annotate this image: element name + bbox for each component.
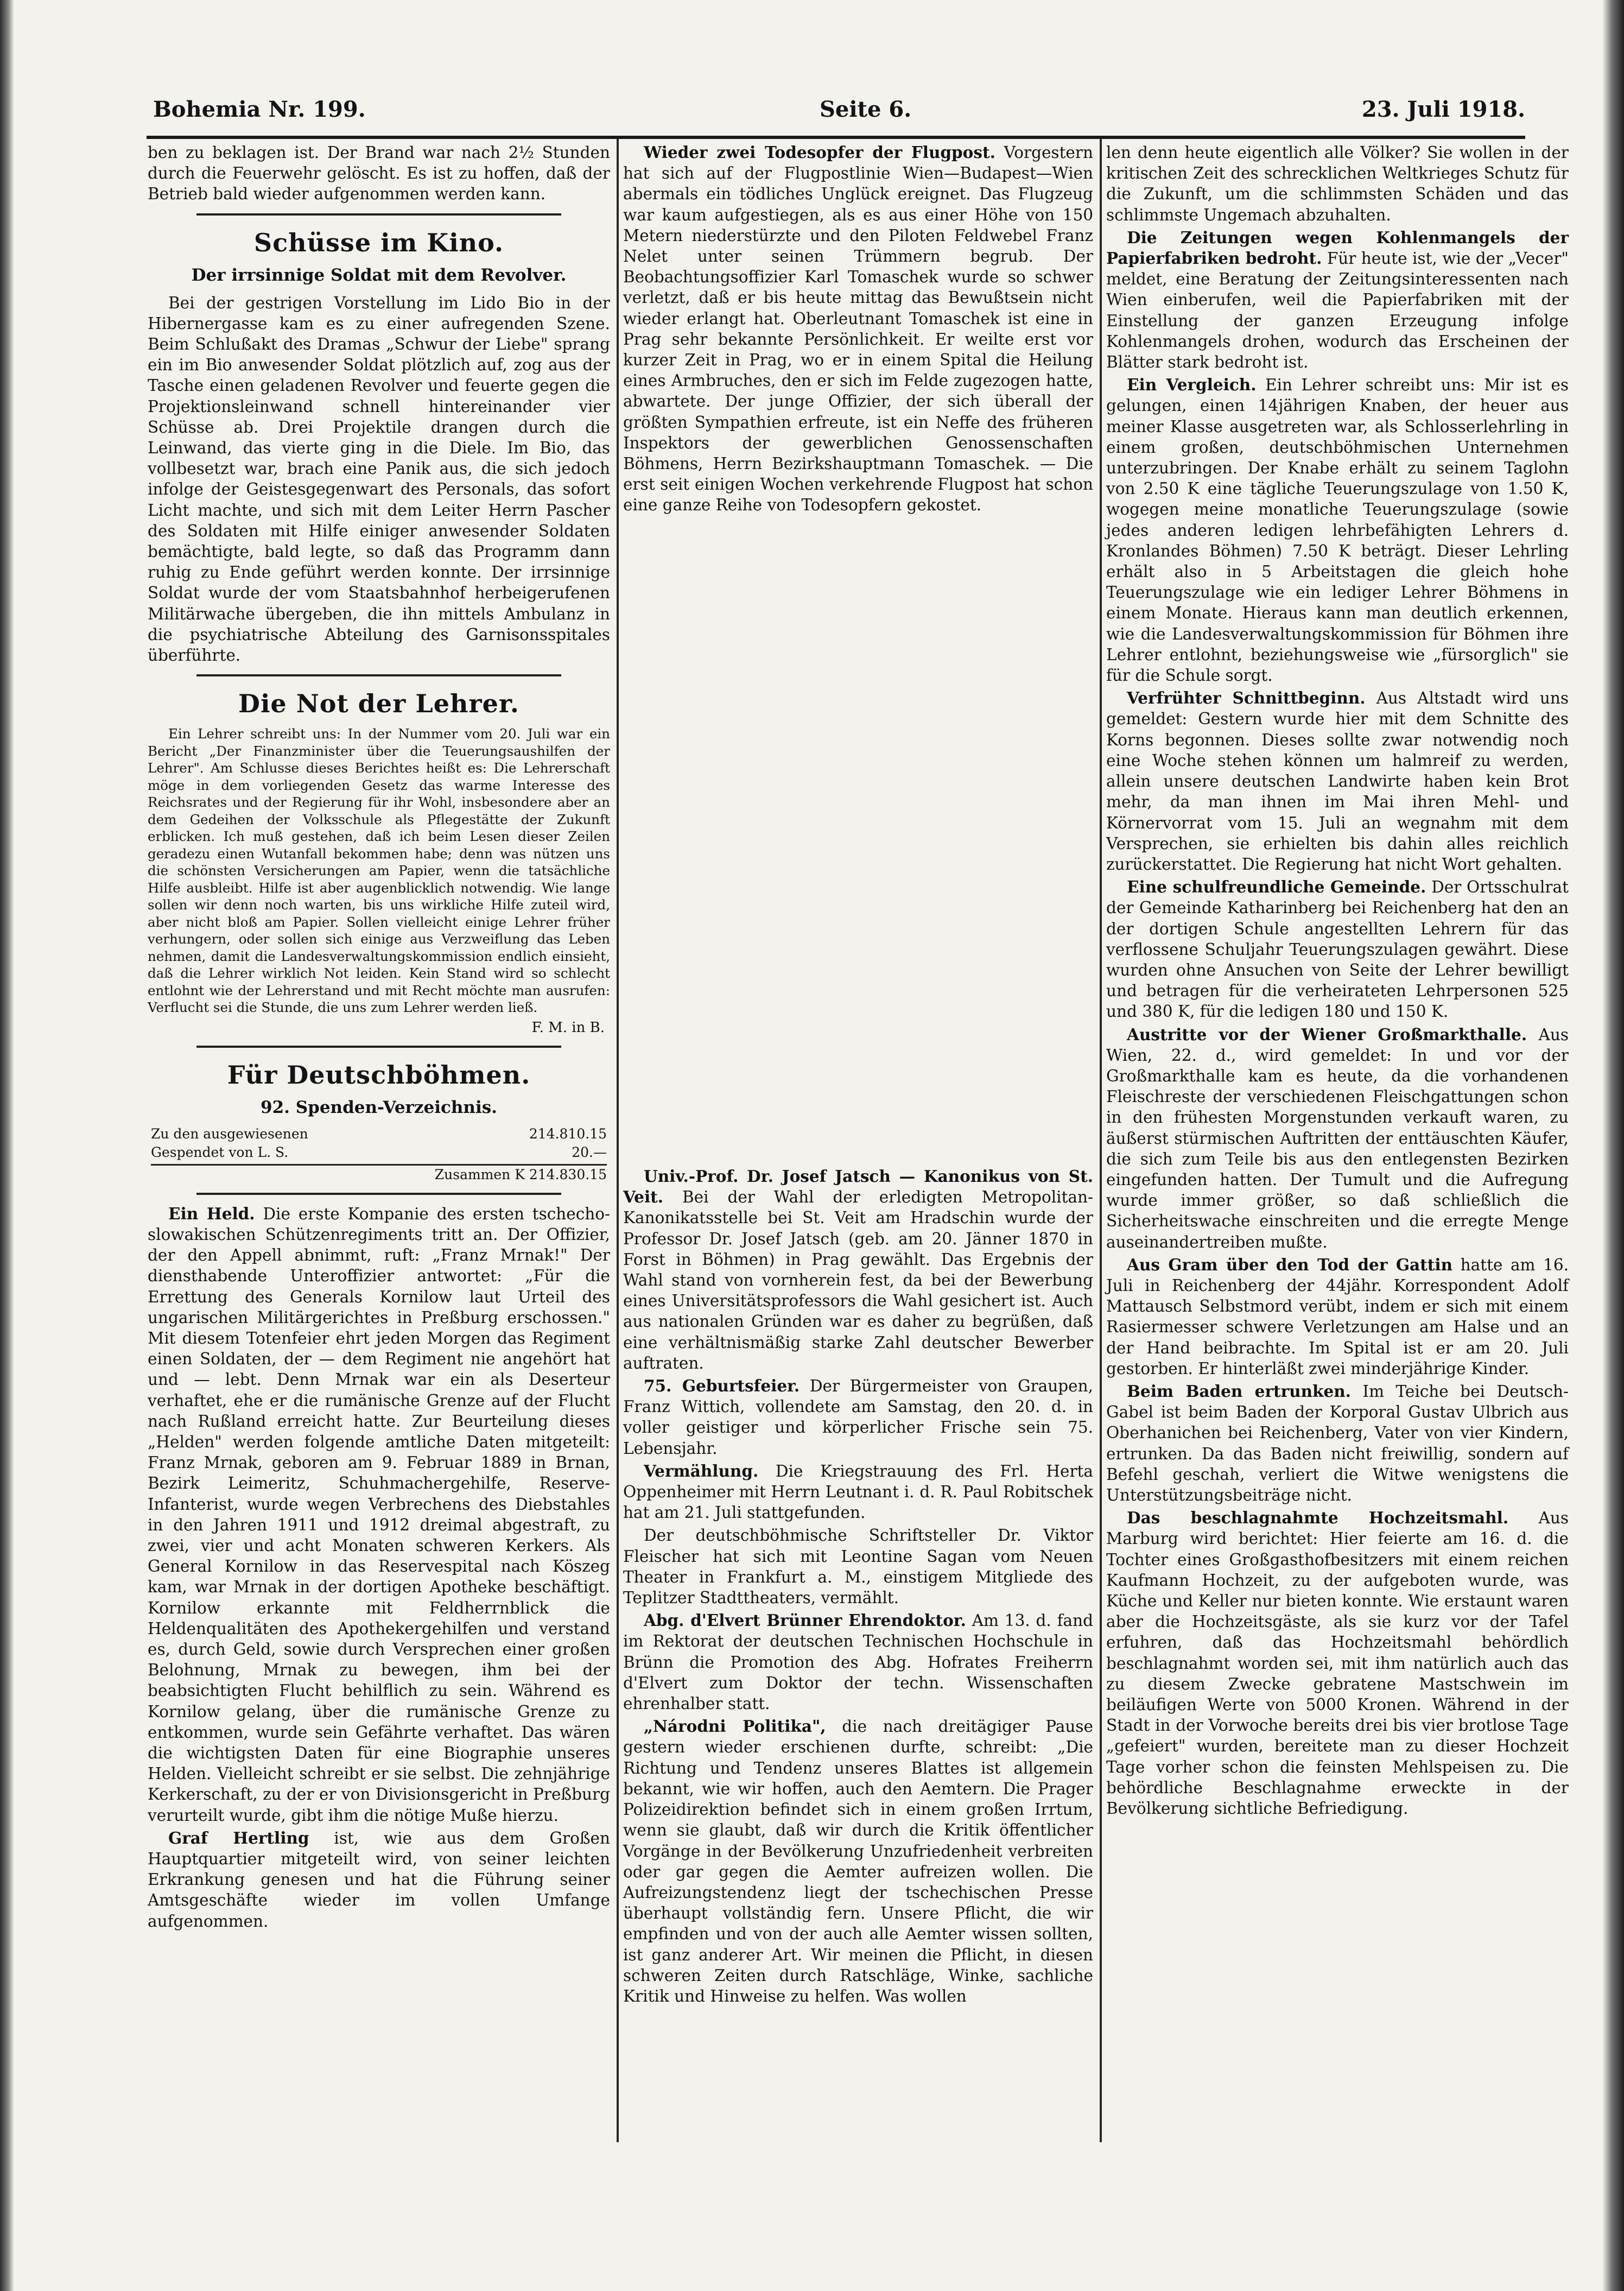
headline-deutschboehmen: Für Deutschböhmen. [227,1060,531,1090]
page-header [147,97,1525,140]
headline-kino: Schüsse im Kino. [253,227,504,257]
text-gram: hatte am 16. Juli in Reichenberg der 44jähr. Korrespondent Adolf Mattausch Selbstmord verübt, indem er sich mit einem Rasiermesser schwere Verletzungen am Halse und an der Hand beibrachte. Im Spital ist er am 20. Juli gestorben. Er hinterläßt zwei minderjährige Kinder. [1106,1255,1569,1378]
header-rule [147,136,1525,139]
donation-row [151,1143,607,1162]
text-vermaehlung: Die Kriegstrauung des Frl. Herta Oppenheimer mit Herrn Leutnant i. d. R. Paul Robitschek hat am 21. Juli stattgefunden. [623,1461,1093,1522]
lead-geburtsfeier: 75. Geburtsfeier. [644,1376,800,1396]
lead-flugpost: Wieder zwei Todesopfer der Flugpost. [644,143,995,162]
article-vermaehlung [623,1461,1093,1523]
text-geburtsfeier: Der Bürgermeister von Graupen, Franz Wittich, vollendete am Samstag, den 20. d. in voller geistiger und körperlicher Frische sein 75. Lebensjahr. [623,1377,1093,1458]
donation-label: Gespendet von L. S. [151,1144,289,1160]
article-fire-end: ben zu beklagen ist. Der Brand war nach 2½ Stunden durch die Feuerwehr gelöscht. Es ist zu hoffen, daß der Betrieb bald wieder aufgenommen werden kann. [148,143,610,204]
article-gemeinde [1106,877,1569,1022]
text-baden: Im Teiche bei Deutsch-Gabel ist beim Baden der Korporal Gustav Ulbrich aus Oberhanichen bei Reichenberg, Vater von vier Kindern, ertrunken. Da das Baden nicht freiwillig, sondern auf Befehl geschah, verliert die Witwe wenigstens die Unterstützungsbeiträge nicht. [1106,1382,1569,1504]
text-schnittbeginn: Aus Altstadt wird uns gemeldet: Gestern wurde hier mit dem Schnitte des Korns begonnen. Dieses sollte zwar notwendig noch eine Woche stehen können um halmreif zu werden, allein unsere deutschen Landwirte haben kein Brot mehr, da man ihnen im Mai ihren Mehl- und Körnervorrat vom 15. Juli an wegnahm mit dem Versprechen, sie erhielten bis dahin alles reichlich zurückerstattet. Die Regierung hat nicht Wort gehalten. [1106,689,1569,874]
text-held: Die erste Kompanie des ersten tschecho-slowakischen Schützenregiments tritt an. Der Offizier, der den Appell abnimmt, ruft: „Franz Mrnak!" Der diensthabende Unteroffizier antwortet: „Für die Errettung des Generals Kornilow laut Urteil des ungarischen Militärgerichtes in Preßburg erschossen." Mit diesem Totenfeier ehrt jeden Morgen das Regiment einen Soldaten, der — dem Regiment nie angehört hat und — lebt. Denn Mrnak war ein als Deserteur verhaftet, ehe er die rumänische Grenze auf der Flucht nach Rußland erreicht hatte. Zur Beurteilung dieses „Helden" werden folgende amtliche Daten mitgeteilt: Franz Mrnak, geboren am 9. Februar 1889 in Brnan, Bezirk Leimeritz, Schuhmachergehilfe, Reserve-Infanterist, wurde wegen Verbrechens des Diebstahles in den Jahren 1911 und 1912 dreimal abgestraft, zu zwei, vier und acht Monaten schweren Kerkers. Als General Kornilow in das Reservespital nach Köszeg kam, war Mrnak in der dortigen Apotheke beschäftigt. Kornilow erkannte mit Feldherrnblick die Heldenqualitäten des Apothekergehilfen und verstand es, durch Geld, sowie durch Versprechen einer großen Belohnung, Mrnak zu bewegen, ihm bei der beabsichtigten Flucht behilflich zu sein. Während es Kornilow gelang, über die rumänische Grenze zu entkommen, wurde sein Gefährte verhaftet. Das wären die wichtigsten Daten für eine Biographie unseres Helden. Vielleicht schreibt er sie selbst. Die zehnjährige Kerkerschaft, zu der er von Divisionsgericht in Preßburg verurteilt wurde, gibt ihm die nötige Muße hierzu. [148,1204,610,1825]
text-flugpost: Vorgestern hat sich auf der Flugpostlinie Wien—Budapest—Wien abermals ein tödliches Unglück ereignet. Das Flugzeug war kaum aufgestiegen, als es aus einer Höhe von 150 Metern niederstürzte und den Piloten Feldwebel Franz Nelet unter seinen Trümmern begrub. Der Beobachtungsoffizier Karl Tomaschek wurde so schwer verletzt, daß er bis heute mittag das Bewußtsein nicht wieder erlangt hat. Oberleutnant Tomaschek ist eine in Prag sehr bekannte Persönlichkeit. Er weilte erst vor kurzer Zeit in Prag, wo er in einem Spital die Heilung eines Armbruches, den er sich im Felde zugezogen hatte, abwartete. Der junge Offizier, der sich überall der größten Sympathien erfreute, ist ein Neffe des früheren Inspektors der gewerblichen Genossenschaften Böhmens, Herrn Bezirkshauptmann Tomaschek. — Die erst seit einigen Wochen verkehrende Flugpost hat schon eine ganze Reihe von Todesopfern gekostet. [623,143,1093,515]
donation-total: Zusammen K 214.830.15 [434,1166,607,1182]
text-zeitungen: Für heute ist, wie der „Vecer" meldet, eine Beratung der Zeitungsinteressenten nach Wien einberufen, weil die Papierfabriken mit der Einstellung der ganzen Erzeugung infolge Kohlenmangels drohen, wodurch das Erscheinen der Blätter stark bedroht ist. [1106,249,1569,372]
article-vergleich [1106,375,1569,686]
article-narodni [623,1716,1093,2007]
text-vergleich: Ein Lehrer schreibt uns: Mir ist es gelungen, einen 14jährigen Knaben, der heuer aus meiner Klasse ausgetreten war, als Schlosserlehrling in einem großen, deutschböhmischen Unternehmen unterzubringen. Der Knabe erhält zu seinem Taglohn von 2.50 K eine tägliche Teuerungszulage von 1.50 K, wogegen meine monatliche Teuerungszulage (sowie jedes anderen ledigen lehrbefähigten Lehrers d. Kronlandes Böhmen) 7.50 K beträgt. Dieser Lehrling erhält also in 5 Arbeitstagen die gleich hohe Teuerungszulage wie ein lediger Lehrer Böhmens in einem Monate. Hieraus kann man deutlich erkennen, wie die Landesverwaltungskommission für Böhmen ihre Lehrer entlohnt, beziehungsweise wie „fürsorglich" sie für die Schule sorgt. [1106,376,1569,685]
column-3 [1106,142,1569,1821]
article-baden [1106,1381,1569,1505]
text-elvert: Am 13. d. fand im Rektorat der deutschen Technischen Hochschule in Brünn die Promotion des Abg. Hofrates Freiherrn d'Elvert zum Doktor der techn. Wissenschaften ehrenhalber statt. [623,1611,1093,1713]
column-1 [148,142,610,1934]
lead-hochzeitsmahl: Das beschlagnahmte Hochzeitsmahl. [1127,1508,1509,1528]
article-narodni-end: len denn heute eigentlich alle Völker? Sie wollen in der kritischen Zeit des schrecklichen Weltkrieges Schutz für die Zukunft, um die schlimmsten Schäden und das schlimmste Ungemach abzuhalten. [1106,143,1569,224]
text-jatsch: Bei der Wahl der erledigten Metropolitan-Kanonikatsstelle bei St. Veit am Hradschin wurde der Professor Dr. Josef Jatsch (geb. am 20. Jänner 1870 in Forst in Böhmen) in Prag gewählt. Das Ergebnis der Wahl stand von vornherein fest, da bei der Bewerbung eines Universitätsprofessors die Wahl gesichert ist. Auch aus nationalen Gründen war es daher zu begrüßen, daß eine verhältnismäßig starke Zahl deutscher Bewerber auftraten. [623,1188,1093,1372]
masthead-issue: Bohemia Nr. 199. [153,97,366,122]
issue-date: 23. Juli 1918. [1361,97,1525,122]
article-held [148,1204,610,1826]
lead-hertling: Graf Hertling [168,1828,309,1847]
lead-vergleich: Ein Vergleich. [1127,375,1257,395]
lead-narodni: „Národni Politika", [644,1717,826,1736]
page-number: Seite 6. [820,97,912,122]
lead-jatsch: Univ.-Prof. Dr. Josef Jatsch — Kanonikus von St. Veit. [623,1167,1093,1207]
article-elvert [623,1610,1093,1714]
lead-vermaehlung: Vermählung. [644,1461,759,1480]
article-fleischer: Der deutschböhmische Schriftsteller Dr. Viktor Fleischer hat sich mit Leontine Sagan vom Neuen Theater in Frankfurt a. M., einstigem Mitgliede des Teplitzer Stadttheaters, vermählt. [623,1526,1093,1608]
text-hertling: ist, wie aus dem Großen Hauptquartier mitgeteilt wird, von seiner leichten Erkrankung genesen und hat die Führung seiner Amtsgeschäfte wieder im vollen Umfange aufgenommen. [148,1828,610,1931]
article-lehrer: Ein Lehrer schreibt uns: In der Nummer vom 20. Juli war ein Bericht „Der Finanzminister über die Teuerungsaushilfen der Lehrer". Am Schlusse dieses Berichtes heißt es: Die Lehrerschaft möge in dem vorliegenden Gesetz das warme Interesse des Reichsrates und der Regierung für ihr Wohl, insbesondere aber an dem Gedeihen der Volksschule als Pflegestätte der Zukunft erblicken. Ich muß gestehen, daß ich beim Lesen dieser Zeilen geradezu einen Wutanfall bekommen habe; denn was nützen uns die schönsten Versicherungen am Papier, wenn die tatsächliche Hilfe ausbleibt. Hilfe ist aber augenblicklich notwendig. Wie lange sollen wir denn noch warten, bis uns wirkliche Hilfe zuteil wird, aber nicht bloß am Papier. Sollen vielleicht einige Lehrer früher verhungern, oder sollen sich einige aus Verzweiflung das Leben nehmen, damit die Landesverwaltungskommission endlich einsieht, daß die Lehrer wirklich Not leiden. Kein Stand wird so schlecht entlohnt wie der Lehrerstand und mit Recht möchte man ausrufen: Verflucht sei die Stunde, die uns zum Lehrer werden ließ. [148,726,610,1016]
article-hochzeitsmahl [1106,1508,1569,1819]
article-jatsch [623,1166,1093,1374]
text-hochzeitsmahl: Aus Marburg wird berichtet: Hier feierte am 16. d. die Tochter eines Großgasthofbesitzers mit einem reichen Kaufmann Hochzeit, zu der aufgeboten wurde, was Küche und Keller nur bieten konnte. Wie erstaunt waren aber die Hochzeitsgäste, als sie kurz vor der Tafel erfuhren, daß das Hochzeitsmahl behördlich beschlagnahmt worden sei, mit ihm natürlich auch das zu diesem Zwecke gebratene Mastschwein im beiläufigen Werte von 5000 Kronen. Während in der Stadt in der Vorwoche bereits drei bis vier brotlose Tage „gefeiert" wurden, bereitete man zu dieser Hochzeit Tage vorher schon die feinsten Mehlspeisen zu. Die behördliche Beschlagnahme erweckte in der Bevölkerung sichtliche Befriedigung. [1106,1509,1569,1818]
scan-edge-left [0,0,14,2291]
divider [196,674,561,676]
divider [196,1046,561,1048]
article-geburtsfeier [623,1376,1093,1459]
article-schnittbeginn [1106,688,1569,875]
donation-total-row [151,1164,607,1184]
donation-label: Zu den ausgewiesenen [151,1125,308,1142]
lead-gemeinde: Eine schulfreundliche Gemeinde. [1127,877,1426,897]
subheadline-spenden: 92. Spenden-Verzeichnis. [261,1097,497,1117]
article-gram [1106,1255,1569,1379]
article-zeitungen [1106,227,1569,372]
text-narodni: die nach dreitägiger Pause gestern wieder erschienen durfte, schreibt: „Die Richtung und Tendenz unseres Blattes ist allgemein bekannt, wie wir hoffen, auch den Aemtern. Die Prager Polizeidirektion befindet sich in einem großen Irrtum, wenn sie glaubt, daß wir durch die Kritik öffentlicher Vorgänge in der Bevölkerung Unzufriedenheit verbreiten oder gar gegen die Aemter aufreizen wollen. Die Aufreizungstendenz liegt der tschechischen Presse überhaupt vollständig fern. Unsere Pflicht, die wir empfinden und von der auch alle Aemter wissen sollten, ist ganz anderer Art. Wir meinen die Pflicht, in diesen schweren Zeiten durch Ratschläge, Winke, sachliche Kritik und Hinweise zu helfen. Was wollen [623,1717,1093,2005]
lead-zeitungen: Die Zeitungen wegen Kohlenmangels der Papierfabriken bedroht. [1106,227,1569,268]
column-2-bottom [623,1166,1093,2009]
article-hertling [148,1828,610,1932]
donation-value: 214.810.15 [529,1125,607,1142]
article-grossmarkthalle [1106,1024,1569,1252]
column-2-top [623,142,1093,518]
article-kino: Bei der gestrigen Vorstellung im Lido Bio in der Hibernergasse kam es zu einer aufregenden Szene. Beim Schlußakt des Dramas „Schwur der Liebe" sprang ein im Bio anwesender Soldat plötzlich auf, zog aus der Tasche einen geladenen Revolver und feuerte gegen die Projektionsleinwand schnell hintereinander vier Schüsse ab. Drei Projektile drangen durch die Leinwand, das vierte ging in die Diele. Im Bio, das vollbesetzt war, brach eine Panik aus, die sich jedoch infolge der Geistesgegenwart des Personals, das sofort Licht machte, und sich mit dem Leiter Herrn Pascher des Soldaten mit Hilfe einiger anwesender Soldaten bemächtigte, bald legte, so daß das Programm dann ruhig zu Ende geführt werden konnte. Der irrsinnige Soldat wurde der vom Staatsbahnhof herbeigerufenen Militärwache übergeben, die ihn mittels Ambulanz in die psychiatrische Abteilung des Garnisonsspitales überführte. [148,293,610,665]
article-flugpost [623,142,1093,516]
donation-value: 20.— [572,1144,607,1160]
article-signature: F. M. in B. [531,1019,605,1036]
column-separator-2 [1100,139,1102,2142]
divider [196,213,561,216]
lead-grossmarkthalle: Austritte vor der Wiener Großmarkthalle. [1127,1024,1527,1044]
scan-edge-right [1602,0,1624,2291]
subheadline-kino: Der irrsinnige Soldat mit dem Revolver. [191,265,567,285]
divider [196,1193,561,1195]
donation-row [151,1125,607,1143]
lead-held: Ein Held. [168,1204,255,1223]
text-gemeinde: Der Ortsschulrat der Gemeinde Katharinberg bei Reichenberg hat den an der dortigen Schule angestellten Lehrern für das verflossene Schuljahr Teuerungszulagen gewährt. Diese wurden ohne Ansuchen von Seite der Lehrer bewilligt und betragen für die verheirateten Lehrpersonen 525 und 380 K, für die ledigen 180 und 150 K. [1106,878,1569,1021]
lead-schnittbeginn: Verfrühter Schnittbeginn. [1127,688,1366,708]
donation-list [151,1125,607,1184]
lead-baden: Beim Baden ertrunken. [1127,1381,1351,1401]
lead-elvert: Abg. d'Elvert Brünner Ehrendoktor. [644,1611,966,1630]
lead-gram: Aus Gram über den Tod der Gattin [1127,1255,1453,1274]
column-separator-1 [617,139,619,2142]
text-grossmarkthalle: Aus Wien, 22. d., wird gemeldet: In und vor der Großmarkthalle kam es heute, da die vorhandenen Fleischreste der verschiedenen Fleischgattungen schon in den frühesten Morgenstunden verkauft waren, zu äußerst stürmischen Auftritten der enttäuschten Käufer, die sich zum Teile bis aus den entlegensten Bezirken eingefunden hatten. Der Tumult und die Aufregung wurde immer größer, so daß schließlich die Sicherheitswache einschreiten und die erregte Menge auseinandertreiben mußte. [1106,1025,1569,1251]
headline-lehrer: Die Not der Lehrer. [238,689,519,719]
